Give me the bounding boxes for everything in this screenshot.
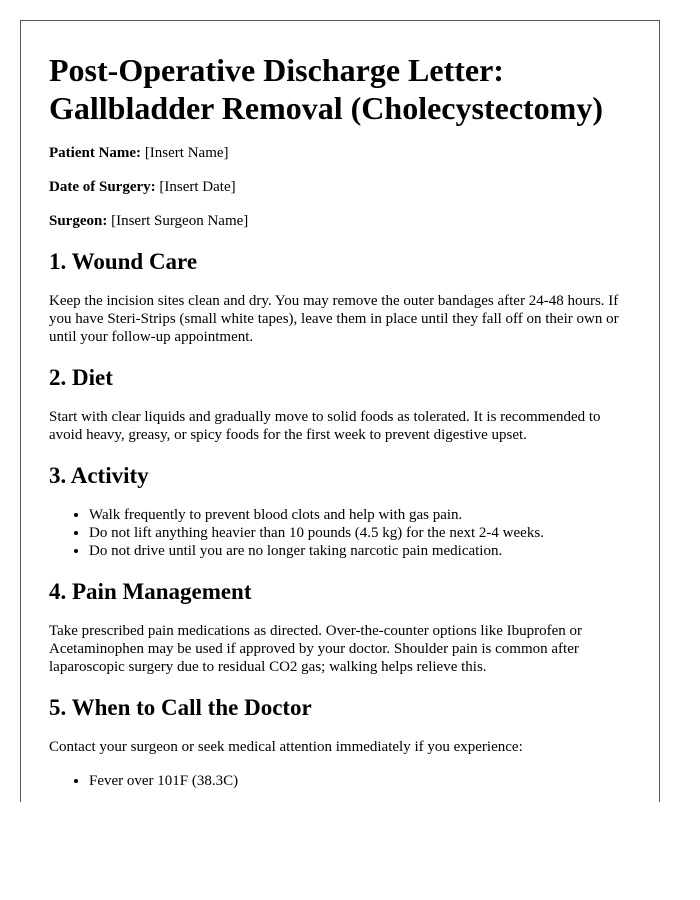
title-line-1: Post-Operative Discharge Letter: <box>49 52 504 88</box>
surgeon-value: [Insert Surgeon Name] <box>111 213 249 229</box>
letter-content <box>21 21 659 790</box>
section-text-wound-care: Keep the incision sites clean and dry. You may remove the outer bandages after 24-48 hours. If you have Steri-Strips (small white tapes), leave them in place until they fall off on their own or until your follow-up appointment. <box>49 293 619 345</box>
list-item: • Walk frequently to prevent blood clots and help with gas pain. <box>89 506 631 524</box>
surgery-date-label: Date of Surgery: <box>49 179 156 195</box>
letter-page <box>20 20 660 802</box>
section-heading-pain-management: 4. Pain Management <box>49 579 252 604</box>
section-text-diet: Start with clear liquids and gradually move to solid foods as tolerated. It is recommended to avoid heavy, greasy, or spicy foods for the first week to prevent digestive upset. <box>49 409 601 443</box>
list-item: • Do not lift anything heavier than 10 pounds (4.5 kg) for the next 2-4 weeks. <box>89 524 631 542</box>
surgeon-label: Surgeon: <box>49 213 108 229</box>
section-heading-call-doctor: 5. When to Call the Doctor <box>49 695 312 720</box>
section-heading-diet: 2. Diet <box>49 365 113 390</box>
patient-name-value: [Insert Name] <box>144 145 229 161</box>
surgery-date-value: [Insert Date] <box>159 179 236 195</box>
section-text-pain-management: Take prescribed pain medications as directed. Over-the-counter options like Ibuprofen or Acetaminophen may be used if approved by your doctor. Shoulder pain is common after laparoscopic surgery due to residual CO2 gas; walking helps relieve this. <box>49 623 583 675</box>
section-heading-wound-care: 1. Wound Care <box>49 249 198 274</box>
call-doctor-list <box>49 772 631 790</box>
section-text-call-doctor: Contact your surgeon or seek medical attention immediately if you experience: <box>49 739 523 755</box>
activity-list <box>49 506 631 560</box>
page-title <box>49 51 631 127</box>
patient-name-label: Patient Name: <box>49 145 142 161</box>
surgeon-row <box>49 212 631 230</box>
list-item: • Do not drive until you are no longer taking narcotic pain medication. <box>89 542 631 560</box>
list-item: • Fever over 101F (38.3C) <box>89 772 631 790</box>
section-heading-activity: 3. Activity <box>49 463 149 488</box>
title-line-2: Gallbladder Removal (Cholecystectomy) <box>49 90 603 126</box>
patient-name-row <box>49 144 631 162</box>
surgery-date-row <box>49 178 631 196</box>
